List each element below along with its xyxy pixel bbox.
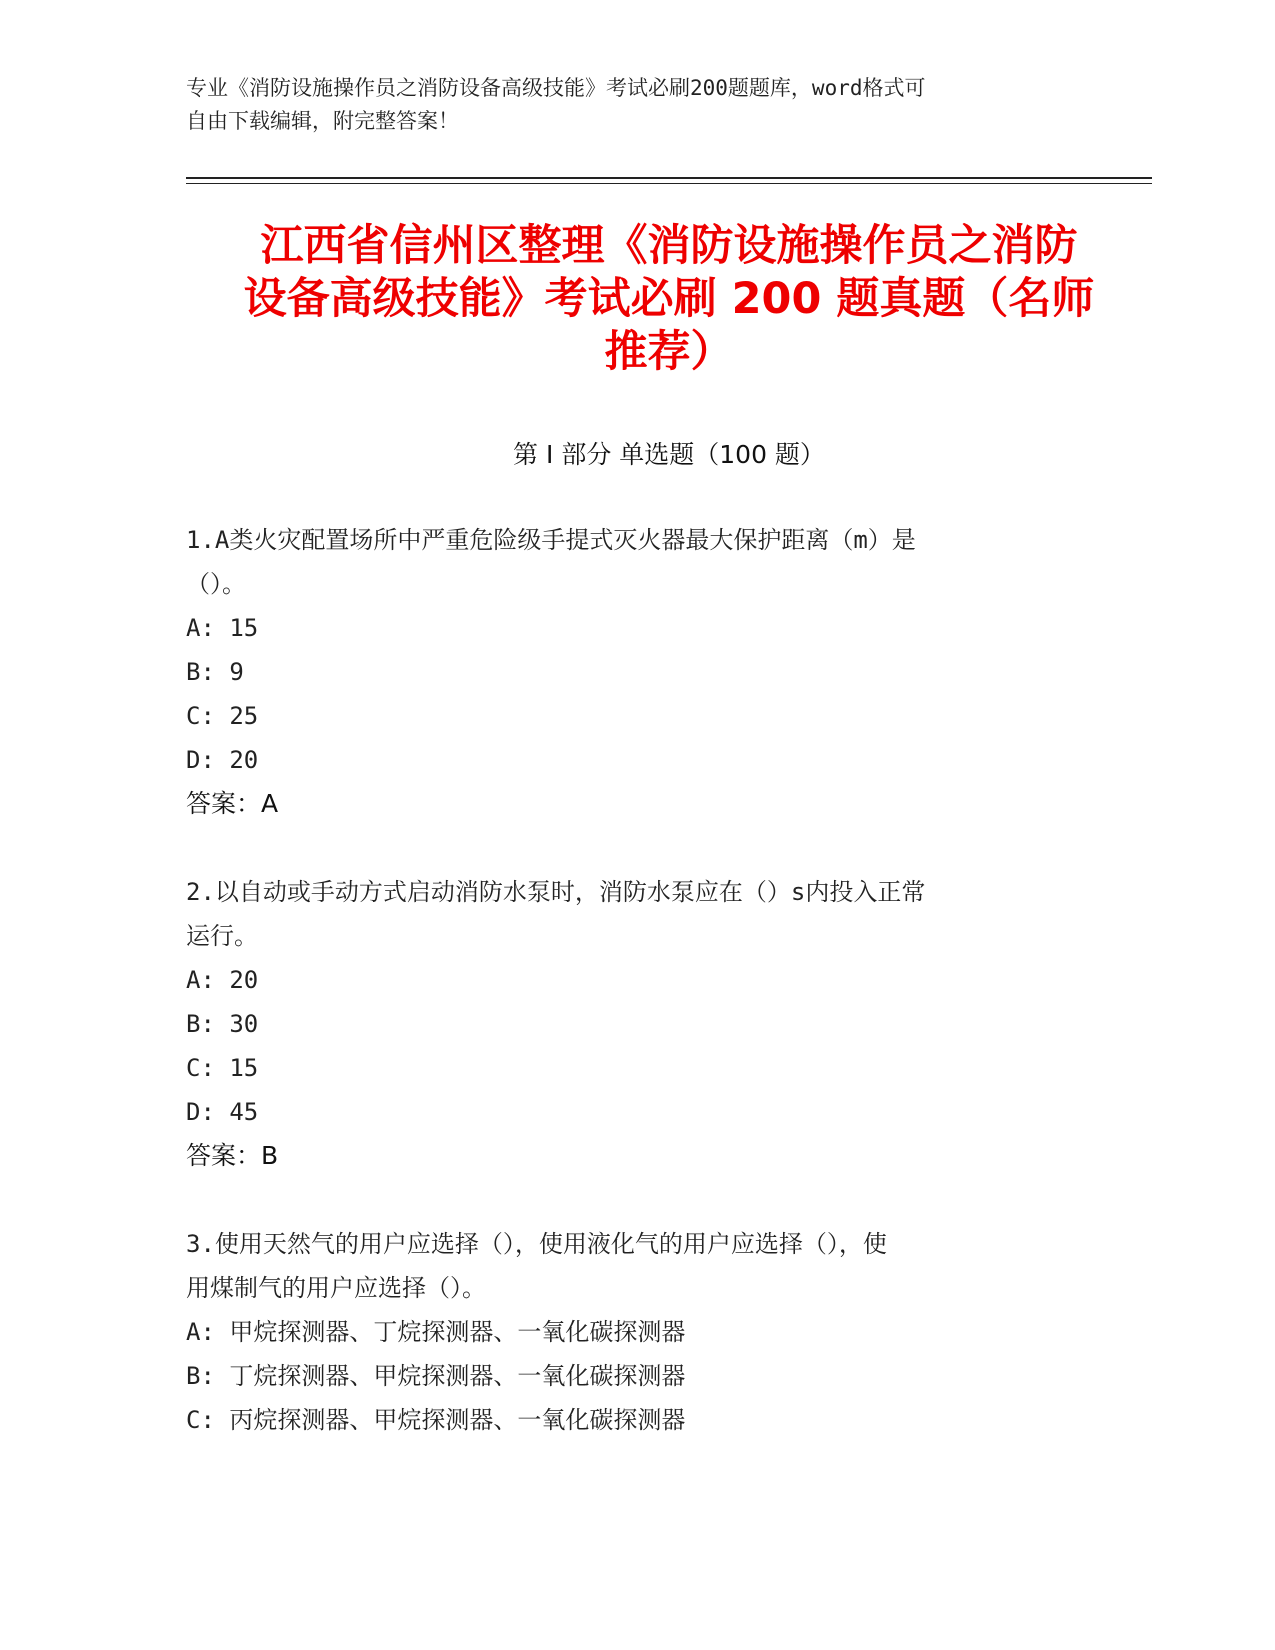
title-line: 设备高级技能》考试必刷 200 题真题（名师 [243,274,1095,324]
header-note [186,72,1066,138]
question-1-text-line: 1.A类火灾配置场所中严重危险级手提式灭火器最大保护距离（m）是 [186,526,916,554]
header-note-line: 专业《消防设施操作员之消防设备高级技能》考试必刷200题题库，word格式可 [186,76,926,100]
question-2-answer: 答案：B [186,1141,279,1170]
question-1-option-d: D: 20 [186,746,259,774]
question-2-option-c: C: 15 [186,1054,259,1082]
title-line: 推荐） [604,327,734,377]
question-2-text-line: 2.以自动或手动方式启动消防水泵时，消防水泵应在（）s内投入正常 [186,878,926,906]
question-2-text-line: 运行。 [186,922,258,950]
question-3-text-line: 用煤制气的用户应选择（）。 [186,1274,486,1302]
question-1-option-b: B: 9 [186,658,244,686]
title-line: 江西省信州区整理《消防设施操作员之消防 [260,221,1078,271]
header-divider-thin [186,183,1152,184]
question-3-option-b: B: 丁烷探测器、甲烷探测器、一氧化碳探测器 [186,1362,686,1390]
question-2-option-d: D: 45 [186,1098,259,1126]
question-2-option-b: B: 30 [186,1010,259,1038]
question-3-option-c: C: 丙烷探测器、甲烷探测器、一氧化碳探测器 [186,1406,686,1434]
document-title [186,220,1152,379]
question-1-answer: 答案：A [186,789,279,818]
question-1-option-a: A: 15 [186,614,259,642]
question-3-option-a: A: 甲烷探测器、丁烷探测器、一氧化碳探测器 [186,1318,686,1346]
question-1-option-c: C: 25 [186,702,259,730]
header-note-line: 自由下载编辑，附完整答案！ [186,109,459,133]
header-divider-thick [186,177,1152,179]
question-3-text-line: 3.使用天然气的用户应选择（），使用液化气的用户应选择（），使 [186,1230,887,1258]
question-1-text-line: （）。 [186,570,246,598]
question-2-option-a: A: 20 [186,966,259,994]
section-heading: 第 I 部分 单选题（100 题） [513,440,825,469]
